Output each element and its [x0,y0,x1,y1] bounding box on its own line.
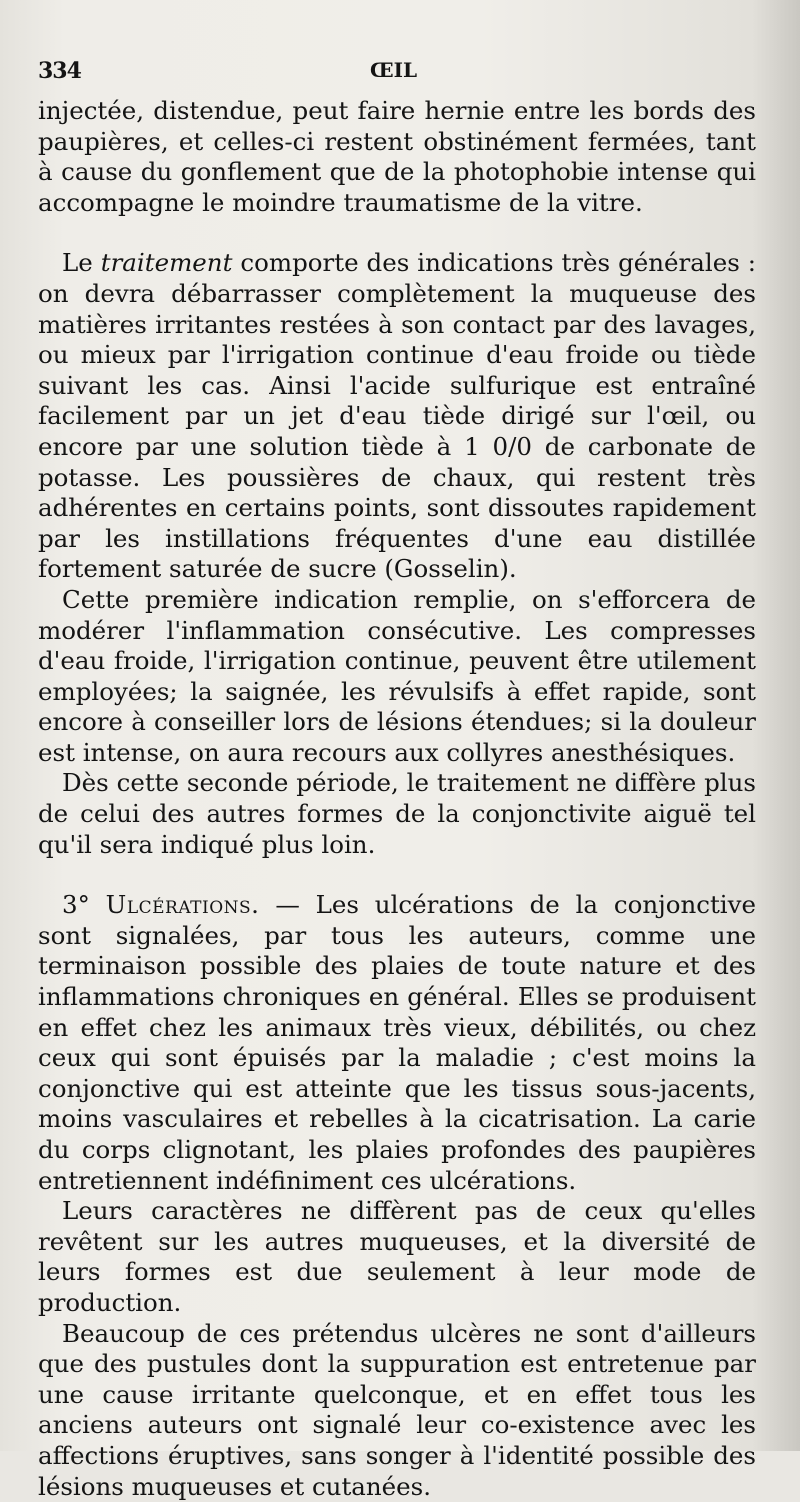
paragraph-pustules: Beaucoup de ces prétendus ulcères ne sont d'ailleurs que des pustules dont la suppuration est entretenue par une cause irritante quelconque, et en effet tous les anciens auteurs ont signalé leur co-existence avec les affections éruptives, sans songer à l'identité possible des lésions muqueuses et cutanées. [38,1318,756,1501]
paragraph-inflammation: Cette première indication remplie, on s'efforcera de modérer l'inflammation consécutive. Les compresses d'eau froide, l'irrigation continue, peuvent être utilement employées; la saignée, les révulsifs à effet rapide, sont encore à conseiller lors de lésions étendues; si la douleur est intense, on aura recours aux collyres anesthésiques. [38,584,756,767]
emphasized-term: traitement [100,248,233,278]
paragraph-treatment [38,248,756,585]
paragraph-ulcerations [38,890,756,1196]
section-number: 3° [62,890,90,920]
body-text [38,96,756,1502]
page-number: 334 [38,58,81,84]
paragraph-characters: Leurs caractères ne diffèrent pas de ceux qu'elles revêtent sur les autres muqueuses, et la diversité de leurs formes est due seulement à leur mode de production. [38,1196,756,1317]
text-run: Le [62,248,101,278]
text-run: Les ulcérations de la conjonctive sont signalées, par tous les auteurs, comme une terminaison possible des plaies de toute nature et des inflammations chroniques en général. Elles se produisent en effet chez les animaux très vieux, débilités, ou chez ceux qui sont épuisés par la maladie ; c'est moins la conjonctive qui est atteinte que les tissus sous-jacents, moins vasculaires et rebelles à la cicatrisation. La carie du corps clignotant, les plaies profondes des paupières entretiennent indéfiniment ces ulcérations. [38,890,756,1195]
text-run: comporte des indications très générales : on devra débarrasser complètement la muqueuse des matières irritantes restées à son contact par des lavages, ou mieux par l'irrigation continue d'eau froide ou tiède suivant les cas. Ainsi l'acide sulfurique est entraîné facilement par un jet d'eau tiède dirigé sur l'œil, ou encore par une solution tiède à 1 0/0 de carbonate de potasse. Les poussières de chaux, qui restent très adhérentes en certains points, sont dissoutes rapidement par les instillations fréquentes d'une eau distillée fortement saturée de sucre (Gosselin). [38,248,756,584]
em-dash: — [275,890,300,920]
section-heading: Ulcérations. [105,890,260,920]
page-header [38,58,758,88]
paragraph-continuation: injectée, distendue, peut faire hernie entre les bords des paupières, et celles-ci restent obstinément fermées, tant à cause du gonflement que de la photophobie intense qui accompagne le moindre traumatisme de la vitre. [38,96,756,217]
running-head: ŒIL [370,58,418,82]
paragraph-second-period: Dès cette seconde période, le traitement ne diffère plus de celui des autres formes de la conjonctivite aiguë tel qu'il sera indiqué plus loin. [38,768,756,859]
